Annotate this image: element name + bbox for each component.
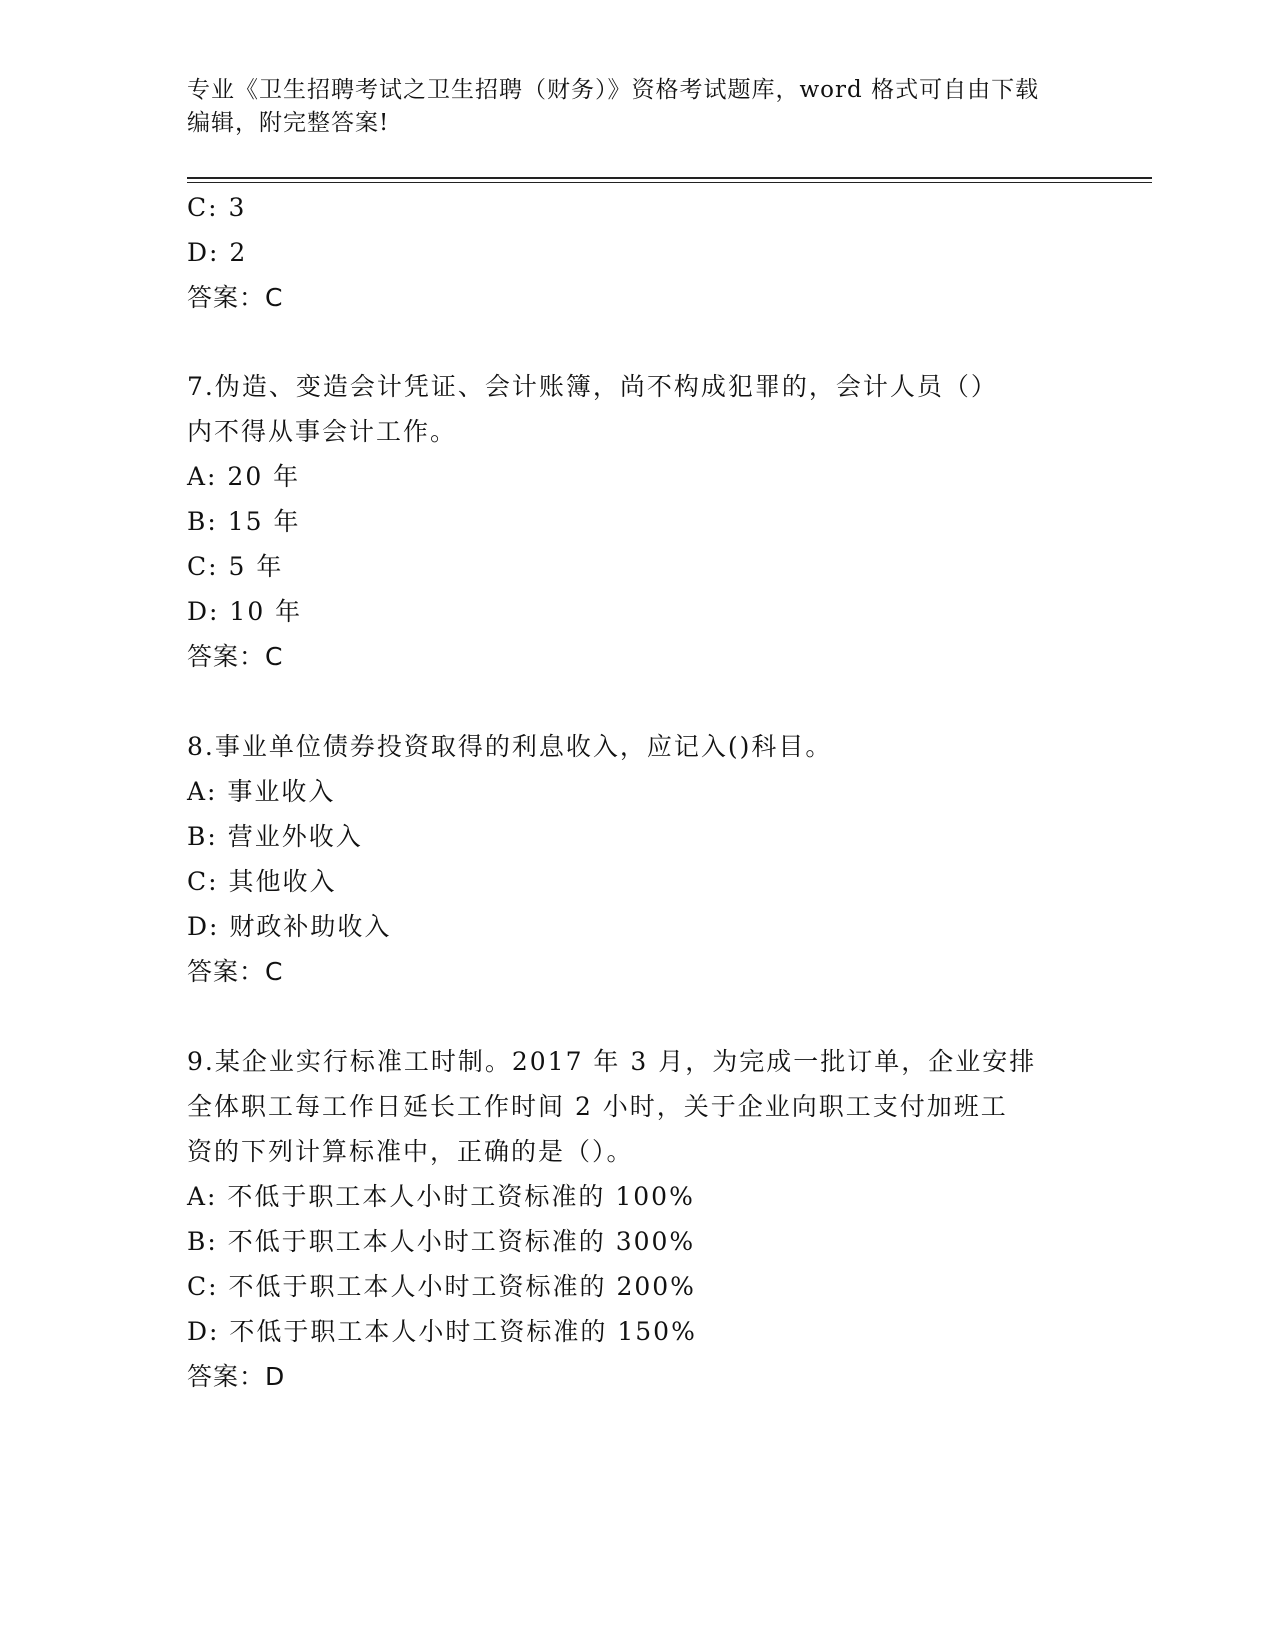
header-title-line-2: 编辑，附完整答案! [187, 110, 390, 136]
q9-stem-line-3: 资的下列计算标准中，正确的是（）。 [187, 1137, 634, 1166]
q8-stem-line-1: 8.事业单位债券投资取得的利息收入，应记入()科目。 [187, 732, 833, 761]
q9-stem-line-2: 全体职工每工作日延长工作时间 2 小时，关于企业向职工支付加班工 [187, 1092, 1008, 1121]
prev-question-answer: 答案：C [187, 283, 284, 312]
q8-answer: 答案：C [187, 957, 284, 986]
q9-stem-line-1: 9.某企业实行标准工时制。2017 年 3 月，为完成一批订单，企业安排 [187, 1047, 1037, 1076]
q8-option-c: C: 其他收入 [187, 867, 337, 896]
q7-option-b: B: 15 年 [187, 507, 301, 536]
prev-question-option-d: D: 2 [187, 238, 248, 267]
q7-stem-line-2: 内不得从事会计工作。 [187, 417, 458, 446]
q9-answer: 答案：D [187, 1362, 286, 1391]
document-header [187, 74, 1067, 140]
q7-option-c: C: 5 年 [187, 552, 284, 581]
q7-answer: 答案：C [187, 642, 284, 671]
q7-stem-line-1: 7.伪造、变造会计凭证、会计账簿，尚不构成犯罪的，会计人员（） [187, 372, 998, 401]
q8-option-a: A: 事业收入 [187, 777, 336, 806]
q7-option-a: A: 20 年 [187, 462, 301, 491]
q9-option-d: D: 不低于职工本人小时工资标准的 150% [187, 1317, 697, 1346]
q9-option-a: A: 不低于职工本人小时工资标准的 100% [187, 1182, 695, 1211]
q7-option-d: D: 10 年 [187, 597, 303, 626]
q8-option-d: D: 财政补助收入 [187, 912, 392, 941]
q9-option-b: B: 不低于职工本人小时工资标准的 300% [187, 1227, 696, 1256]
header-divider-thin [187, 182, 1152, 183]
prev-question-option-c: C: 3 [187, 193, 247, 222]
header-title-line-1: 专业《卫生招聘考试之卫生招聘（财务）》资格考试题库，word 格式可自由下载 [187, 77, 1040, 103]
header-divider-thick [187, 177, 1152, 179]
q8-option-b: B: 营业外收入 [187, 822, 363, 851]
q9-option-c: C: 不低于职工本人小时工资标准的 200% [187, 1272, 696, 1301]
